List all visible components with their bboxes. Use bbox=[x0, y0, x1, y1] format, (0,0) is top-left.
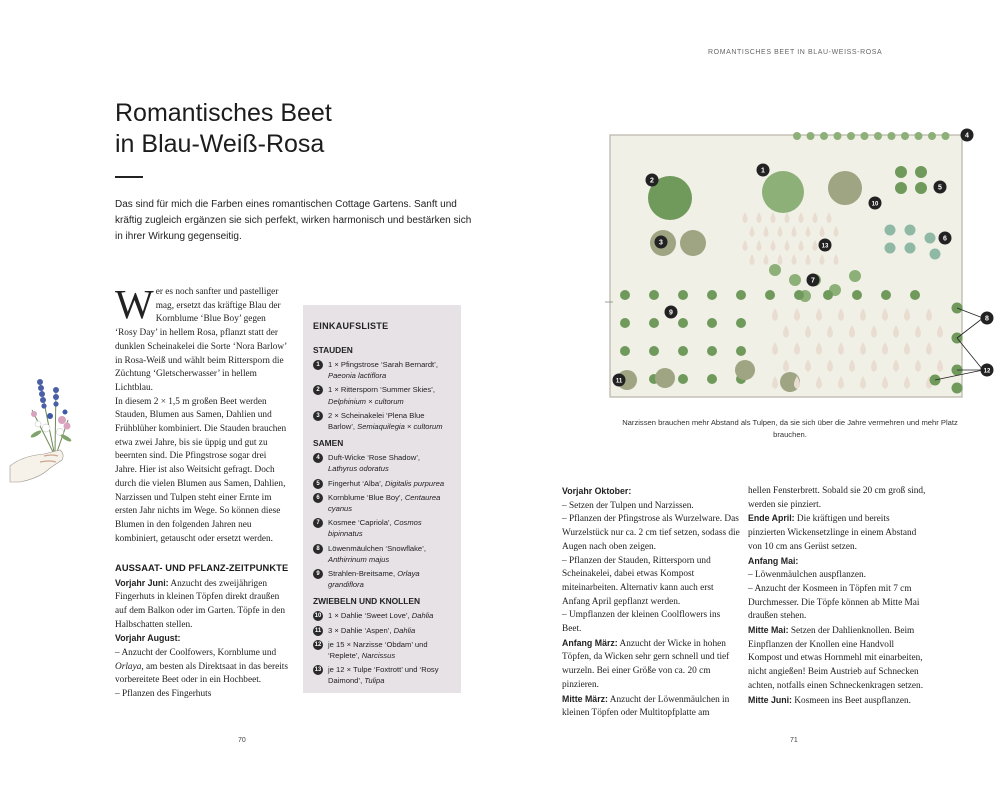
plant-sweetpea bbox=[928, 132, 936, 140]
schedule-entry bbox=[748, 624, 926, 694]
item-number-badge: 1 bbox=[313, 360, 323, 370]
item-number-badge: 4 bbox=[313, 453, 323, 463]
item-latin-name: Lathyrus odoratus bbox=[328, 464, 389, 474]
schedule-label: Mitte Mai: bbox=[748, 625, 789, 636]
schedule-text: – Anzucht der Kosmeen in Töpfen mit 7 cm Durchmesser. Die Töpfe können ab Mitte Mai draußen stehen. bbox=[748, 583, 920, 622]
shopping-list-title: EINKAUFSLISTE bbox=[313, 321, 389, 331]
item-latin-name: Dahlia bbox=[411, 611, 434, 621]
schedule-entry bbox=[562, 513, 740, 554]
item-text: 2 × Scheinakelei ‘Plena Blue Barlow’, Semiaquilegia × cultorum bbox=[328, 410, 443, 432]
item-text: je 15 × Narzisse ‘Obdam’ und ‘Replete’, Narcissus bbox=[328, 639, 428, 661]
item-text: 1 × Dahlie ‘Sweet Love’, Dahlia bbox=[328, 611, 434, 621]
title-line-1: Romantisches Beet bbox=[115, 99, 332, 127]
schedule-label: Ende April: bbox=[748, 513, 795, 524]
shopping-category-heading: STAUDEN bbox=[313, 345, 353, 355]
schedule-column-right-a bbox=[562, 485, 740, 721]
schedule-text: – Löwenmäulchen auspflanzen. bbox=[748, 570, 866, 581]
item-latin-name: Semiaquilegia × cultorum bbox=[357, 422, 443, 432]
schedule-text: Kosmeen ins Beet auspflanzen. bbox=[791, 695, 912, 706]
plan-marker-label: 3 bbox=[659, 239, 663, 247]
plant-orlaya bbox=[852, 290, 862, 300]
schedule-text: Die kräftigen und bereits pinzierten Wickensetzlinge in einem Abstand von 10 cm ans Gerüst setzen. bbox=[748, 514, 917, 552]
shopping-list-item bbox=[313, 492, 449, 514]
item-latin-name: Anthirrinum majus bbox=[328, 554, 390, 564]
schedule-label: Vorjahr August: bbox=[115, 633, 181, 644]
plant-foxglove bbox=[895, 182, 907, 194]
plant-sweetpea bbox=[807, 132, 815, 140]
item-text: Strahlen-Breitsame, Orlaya grandiflora bbox=[328, 569, 420, 590]
title-line-2: in Blau-Weiß-Rosa bbox=[115, 130, 325, 158]
schedule-entry bbox=[748, 485, 926, 512]
plant-orlaya bbox=[736, 346, 746, 356]
plant-orlaya bbox=[620, 318, 630, 328]
schedule-text: Setzen der Dahlienknollen. Beim Einpflanzen der Knollen eine Handvoll Kompost und etwas Hornmehl mit einarbeiten, nicht angießen! Beim Austrieb auf Schnecken achten, notfalls einen Schneckenkragen setzen. bbox=[748, 626, 924, 691]
plant-dahlia-aspen bbox=[735, 360, 755, 380]
plant-sweetpea bbox=[834, 132, 842, 140]
plant-orlaya bbox=[765, 290, 775, 300]
shopping-list-box bbox=[303, 305, 461, 693]
schedule-text: Anzucht des zweijährigen Fingerhuts in kleinen Töpfen direkt draußen auf dem Balkon oder im Garten. Töpfe in den Halbschatten stellen. bbox=[115, 578, 285, 630]
plant-sweetpea bbox=[874, 132, 882, 140]
plant-orlaya bbox=[881, 290, 891, 300]
item-text: 1 × Pfingstrose ‘Sarah Bernardt’, Paeonia lactiflora bbox=[328, 360, 438, 381]
plant-cosmos bbox=[789, 274, 801, 286]
page-number-right: 71 bbox=[790, 737, 798, 744]
schedule-entry bbox=[748, 512, 926, 554]
plant-cosmos bbox=[849, 270, 861, 282]
plant-cornflower bbox=[930, 249, 941, 260]
plant-orlaya bbox=[707, 346, 717, 356]
plant-sweetpea bbox=[793, 132, 801, 140]
plant-semiaquilegia bbox=[680, 230, 706, 256]
item-number-badge: 3 bbox=[313, 411, 323, 421]
body-paragraph-1: er es noch sanfter und pastelliger mag, ersetzt das kräftige Blau der Kornblume ‘Blue Boy’ gegen ‘Rosy Day’ in hellem Rosa, pflanzt statt der dunklen Scheinakelei die Sorte ‘Nora Barlow’ in Rosa-Weiß und wählt beim Rittersporn die Züchtung ‘Gletscherwasser’ in hellem Lichtblau. bbox=[115, 287, 287, 393]
schedule-column-right-b bbox=[748, 485, 926, 708]
planting-plan-svg bbox=[605, 130, 991, 410]
schedule-entry bbox=[562, 637, 740, 693]
schedule-text: Anzucht der Löwenmäulchen in kleinen Töpfen oder Multitopfplatte am bbox=[562, 694, 730, 719]
schedule-text: – Pflanzen der Stauden, Rittersporn und Scheinakelei, dabei etwas Kompost miteinarbeiten. Alternativ kann auch erst Anfang April gepflanzt werden. bbox=[562, 555, 714, 607]
right-page bbox=[500, 0, 1000, 800]
plant-orlaya bbox=[649, 346, 659, 356]
plant-orlaya bbox=[649, 318, 659, 328]
item-latin-name: Cosmos bipinnatus bbox=[328, 518, 422, 539]
schedule-entry bbox=[115, 577, 290, 633]
plant-snapdragon bbox=[952, 383, 963, 394]
plant-sweetpea bbox=[901, 132, 909, 140]
shopping-list-item bbox=[313, 452, 449, 474]
body-paragraph-2: In diesem 2 × 1,5 m großen Beet werden Stauden, Blumen aus Samen, Dahlien und Frühblüher kombiniert. Die Stauden brauchen etwa zwei Jahre, bis sie üppig und gut zu beernten sind. Die Pfingstrose sogar drei Jahre. Hier ist also Weitsicht gefragt. Doch durch die vielen Blumen aus Samen, Dahlien, Narzissen und Tulpen steht einer Ernte im ersten Jahr nichts im Wege. So können diese Blumen in den folgenden Jahren neu kombiniert, getauscht oder ersetzt werden. bbox=[115, 396, 287, 544]
item-number-badge: 13 bbox=[314, 667, 322, 674]
schedule-text: – Umpflanzen der kleinen Coolflowers ins Beet. bbox=[562, 610, 721, 635]
plant-orlaya bbox=[707, 374, 717, 384]
item-number-badge: 11 bbox=[314, 627, 322, 634]
plant-orlaya bbox=[707, 318, 717, 328]
plant-orlaya bbox=[649, 290, 659, 300]
item-number-badge: 2 bbox=[313, 385, 323, 395]
schedule-entry bbox=[115, 632, 290, 647]
shopping-list-item bbox=[313, 478, 449, 489]
item-latin-name: Narcissus bbox=[361, 651, 396, 661]
item-text: Kosmee ‘Capriola’, Cosmos bipinnatus bbox=[328, 518, 422, 539]
schedule-text: – Setzen der Tulpen und Narzissen. bbox=[562, 500, 694, 511]
schedule-entry bbox=[562, 500, 740, 514]
item-latin-name: Dahlia bbox=[393, 625, 416, 635]
plan-marker-label: 4 bbox=[965, 132, 969, 140]
shopping-category-heading: SAMEN bbox=[313, 438, 344, 449]
item-number-badge: 7 bbox=[313, 518, 323, 528]
item-number-badge: 12 bbox=[314, 641, 322, 648]
plant-sweetpea bbox=[888, 132, 896, 140]
schedule-entry bbox=[748, 694, 926, 709]
shopping-list-item bbox=[313, 517, 449, 539]
schedule-text: Anzucht der Wicke in hohen Töpfen, da Wicken sehr gern schnell und tief wurzeln. Bei einer Größe von ca. 20 cm pinzieren. bbox=[562, 638, 730, 690]
schedule-label: Mitte Juni: bbox=[748, 694, 792, 705]
running-header: ROMANTISCHES BEET IN BLAU-WEISS-ROSA bbox=[708, 49, 883, 56]
plant-orlaya bbox=[678, 290, 688, 300]
item-number-badge: 6 bbox=[313, 493, 323, 503]
drop-cap: W bbox=[115, 281, 154, 327]
plant-sweetpea bbox=[942, 132, 950, 140]
item-text: je 12 × Tulpe ‘Foxtrott’ und ‘Rosy Daimond’, Tulipa bbox=[328, 665, 439, 686]
schedule-entry bbox=[115, 647, 290, 688]
plant-orlaya bbox=[910, 290, 920, 300]
plant-orlaya bbox=[823, 290, 833, 300]
plant-sweetpea bbox=[820, 132, 828, 140]
plant-orlaya bbox=[620, 290, 630, 300]
schedule-entry bbox=[562, 693, 740, 721]
item-latin-name: Orlaya grandiflora bbox=[328, 569, 420, 590]
schedule-entry bbox=[748, 569, 926, 583]
shopping-list-categories bbox=[313, 345, 449, 687]
plant-sweetpea bbox=[915, 132, 923, 140]
page-title bbox=[115, 98, 455, 160]
item-latin-name: Tulipa bbox=[364, 676, 385, 686]
schedule-text: – Anzucht der Coolfowers, Kornblume und bbox=[115, 648, 277, 659]
schedule-label: Mitte März: bbox=[562, 693, 608, 704]
item-text: Kornblume ‘Blue Boy’, Centaurea cyanus bbox=[328, 492, 441, 514]
item-text: 3 × Dahlie ‘Aspen’, Dahlia bbox=[328, 625, 416, 635]
plan-marker-label: 11 bbox=[615, 378, 623, 385]
schedule-entry bbox=[562, 555, 740, 610]
item-text: Löwenmäulchen ‘Snowflake’, Anthirrinum majus bbox=[328, 543, 426, 564]
plan-marker-label: 5 bbox=[938, 184, 942, 192]
schedule-label: Anfang Mai: bbox=[748, 555, 799, 566]
plant-dahlia-sweet-love bbox=[828, 171, 862, 205]
shopping-category-heading: ZWIEBELN UND KNOLLEN bbox=[313, 596, 421, 607]
shopping-list-item bbox=[313, 568, 449, 590]
shopping-list-item bbox=[313, 610, 449, 621]
shopping-list-item bbox=[313, 625, 449, 636]
shopping-list-item bbox=[313, 359, 449, 381]
item-latin-name: Centaurea cyanus bbox=[328, 492, 441, 514]
schedule-text: – Pflanzen der Pfingstrose als Wurzelware. Das Wurzelstück nur ca. 2 cm tief setzen, sodass die Augen nach oben zeigen. bbox=[562, 514, 740, 552]
plan-marker-label: 8 bbox=[985, 315, 989, 323]
shopping-list-item bbox=[313, 384, 449, 406]
item-number-badge: 5 bbox=[313, 479, 323, 489]
item-number-badge: 10 bbox=[314, 613, 322, 620]
schedule-heading: AUSSAAT- UND PFLANZ-ZEITPUNKTE bbox=[115, 563, 289, 573]
page-number-left: 70 bbox=[238, 737, 246, 744]
plan-marker-label: 7 bbox=[811, 277, 815, 285]
plan-marker-label: 9 bbox=[669, 309, 673, 317]
item-text: Fingerhut ‘Alba’, Digitalis purpurea bbox=[328, 478, 445, 488]
plant-foxglove bbox=[915, 182, 927, 194]
schedule-italic: Orlaya bbox=[115, 661, 142, 672]
plant-sweetpea bbox=[847, 132, 855, 140]
plan-marker-label: 12 bbox=[983, 368, 991, 375]
title-divider bbox=[115, 176, 143, 178]
shopping-list-item bbox=[313, 543, 449, 565]
schedule-entry bbox=[562, 485, 740, 500]
bouquet-illustration bbox=[10, 370, 80, 500]
schedule-label: Vorjahr Oktober: bbox=[562, 486, 632, 496]
plant-orlaya bbox=[678, 318, 688, 328]
plant-dahlia-aspen bbox=[655, 368, 675, 388]
schedule-entry bbox=[562, 609, 740, 636]
schedule-label: Anfang März: bbox=[562, 637, 618, 648]
plan-marker-label: 1 bbox=[761, 167, 765, 175]
schedule-entry bbox=[748, 583, 926, 624]
plan-marker-label: 6 bbox=[943, 235, 947, 243]
schedule-entry: – Pflanzen des Fingerhuts bbox=[115, 689, 212, 700]
shopping-list-item bbox=[313, 410, 449, 432]
planting-plan bbox=[605, 130, 991, 410]
main-text-column bbox=[115, 281, 290, 546]
plant-sweetpea bbox=[861, 132, 869, 140]
plant-cornflower bbox=[885, 243, 896, 254]
schedule-entry bbox=[748, 555, 926, 570]
plan-caption: Narzissen brauchen mehr Abstand als Tulpen, da sie sich über die Jahre vermehren und mehr Platz brauchen. bbox=[622, 418, 958, 439]
plan-marker-label: 13 bbox=[821, 243, 829, 250]
item-latin-name: Digitalis purpurea bbox=[384, 478, 445, 488]
plant-cornflower bbox=[905, 225, 916, 236]
plant-cosmos bbox=[769, 264, 781, 276]
plan-marker-label: 10 bbox=[871, 201, 879, 208]
plant-foxglove bbox=[895, 166, 907, 178]
item-text: Duft-Wicke ‘Rose Shadow’, Lathyrus odoratus bbox=[328, 453, 421, 474]
plant-delphinium bbox=[762, 171, 804, 213]
plant-cornflower bbox=[905, 243, 916, 254]
schedule-column bbox=[115, 562, 290, 702]
plant-orlaya bbox=[620, 346, 630, 356]
plant-foxglove bbox=[915, 166, 927, 178]
item-text: 1 × Rittersporn ‘Summer Skies’, Delphinium × cultorum bbox=[328, 385, 435, 406]
plant-orlaya bbox=[736, 290, 746, 300]
schedule-text: hellen Fensterbrett. Sobald sie 20 cm groß sind, werden sie pinziert. bbox=[748, 486, 926, 510]
plant-orlaya bbox=[678, 346, 688, 356]
plan-marker-label: 2 bbox=[650, 177, 654, 185]
plant-orlaya bbox=[707, 290, 717, 300]
item-latin-name: Paeonia lactiflora bbox=[328, 371, 387, 381]
shopping-list-item bbox=[313, 639, 449, 661]
shopping-list-item bbox=[313, 664, 449, 686]
plant-orlaya bbox=[794, 290, 804, 300]
item-number-badge: 9 bbox=[313, 569, 323, 579]
plant-cornflower bbox=[885, 225, 896, 236]
schedule-text: , am besten als Direktsaat in das bereits vorbereitete Beet oder in ein Hochbeet. bbox=[115, 661, 288, 686]
intro-paragraph: Das sind für mich die Farben eines romantischen Cottage Gartens. Sanft und kräftig zugleich ergänzen sie sich perfekt, wirken harmonisch und bestärken sich in ihrer Wirkung gegenseitig. bbox=[115, 199, 472, 242]
item-number-badge: 8 bbox=[313, 544, 323, 554]
item-latin-name: Delphinium × cultorum bbox=[328, 396, 404, 406]
plant-orlaya bbox=[736, 318, 746, 328]
schedule-label: Vorjahr Juni: bbox=[115, 577, 169, 588]
plant-cornflower bbox=[925, 233, 936, 244]
plant-orlaya bbox=[678, 374, 688, 384]
